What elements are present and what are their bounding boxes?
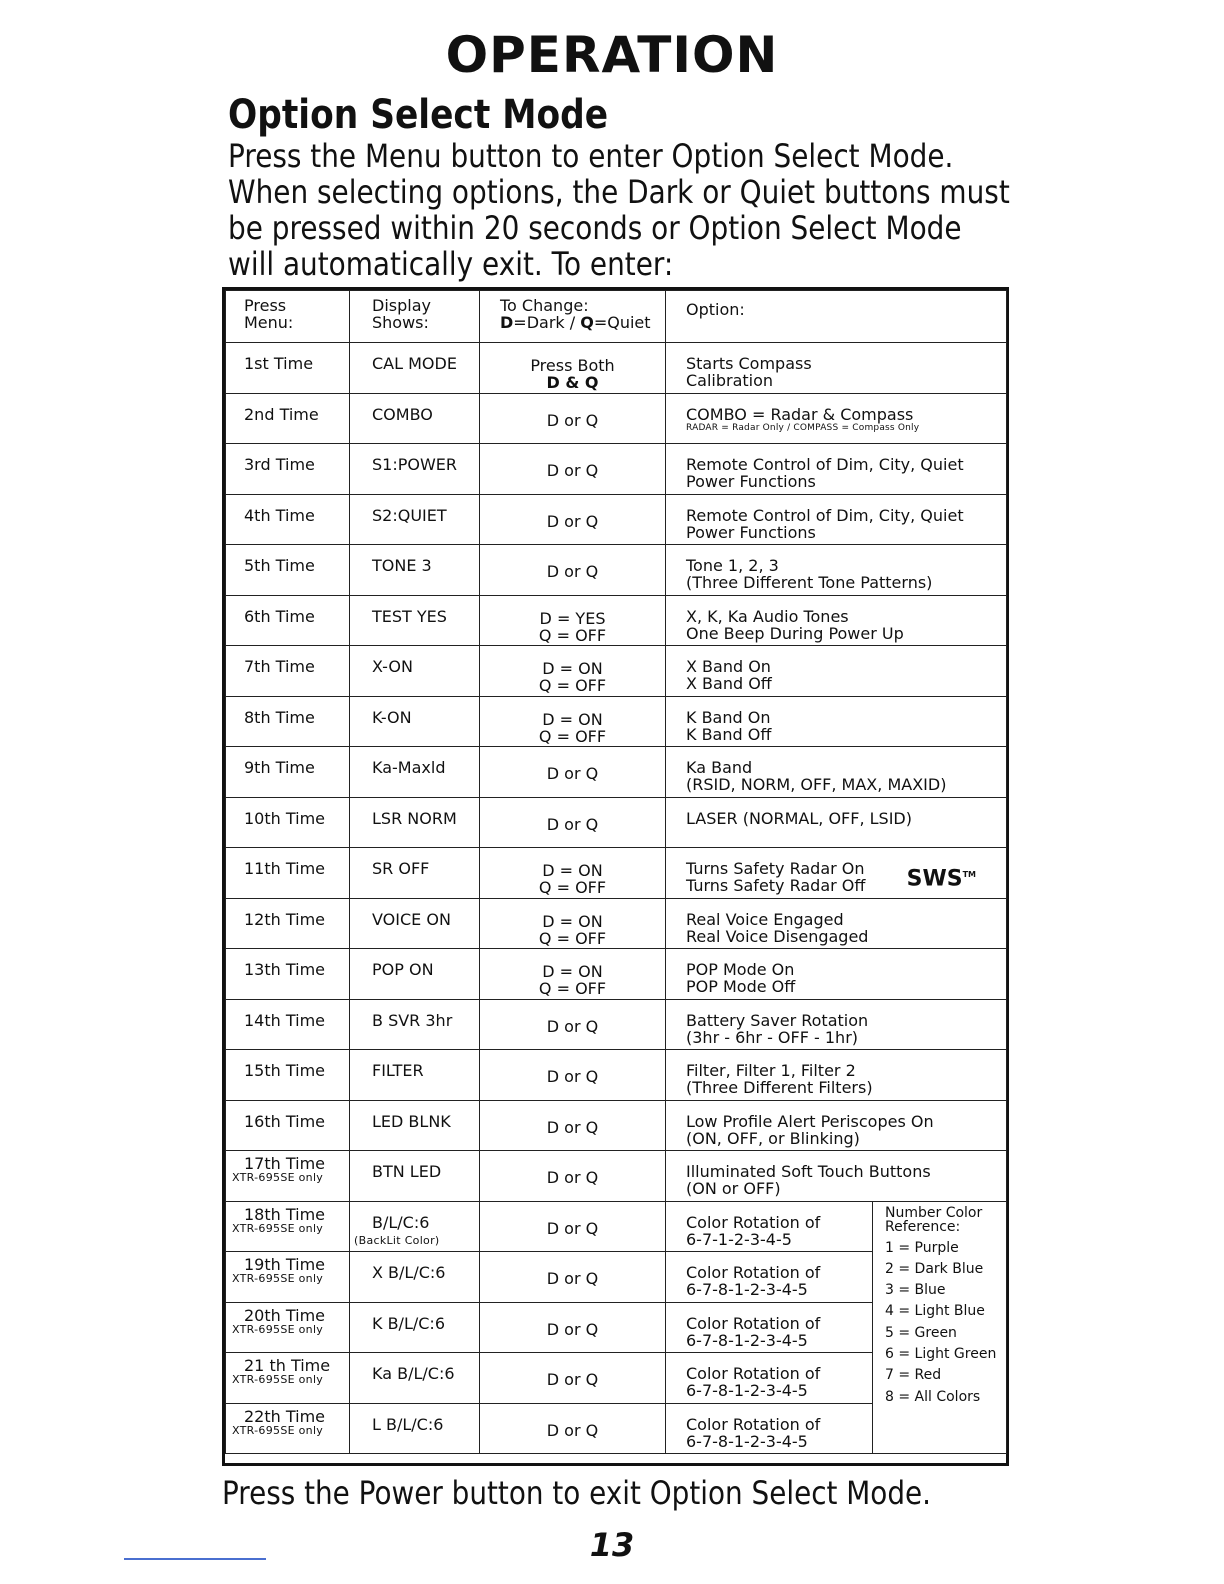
option-line: (ON, OFF, or Blinking) bbox=[686, 1128, 860, 1148]
option-line: Starts Compass bbox=[686, 354, 812, 373]
option-line: K Band Off bbox=[686, 724, 772, 744]
change-line: Q = OFF bbox=[538, 676, 607, 695]
press-time-text: 17th Time bbox=[244, 1154, 326, 1173]
table-row bbox=[226, 949, 1007, 1000]
cell-display-shows bbox=[350, 1050, 480, 1101]
cell-press-time bbox=[226, 444, 350, 495]
change-line: D or Q bbox=[546, 410, 599, 430]
cell-option bbox=[666, 393, 1007, 444]
cell-display-shows bbox=[350, 595, 480, 646]
change-line: Q = OFF bbox=[538, 726, 607, 746]
cell-press-time bbox=[226, 1403, 350, 1454]
page-number: 13 bbox=[589, 1526, 635, 1564]
cell-to-change bbox=[480, 545, 666, 596]
cell-to-change bbox=[480, 595, 666, 646]
change-line: D or Q bbox=[546, 511, 599, 531]
cell-display-shows bbox=[350, 393, 480, 444]
cell-display-shows bbox=[350, 1151, 480, 1202]
cell-press-time bbox=[226, 595, 350, 646]
model-note: XTR-695SE only bbox=[232, 1423, 324, 1437]
table-row bbox=[226, 898, 1007, 949]
press-time-text: 10th Time bbox=[244, 808, 326, 828]
cell-to-change bbox=[480, 999, 666, 1050]
legend-title: Number Color Reference: bbox=[885, 1204, 983, 1235]
option-line: Battery Saver Rotation bbox=[686, 1010, 869, 1030]
cell-option bbox=[666, 898, 1007, 949]
display-text: LSR NORM bbox=[372, 808, 457, 828]
option-line: X Band Off bbox=[686, 674, 772, 693]
cell-to-change bbox=[480, 1151, 666, 1202]
press-time-text: 15th Time bbox=[244, 1061, 326, 1080]
table-row bbox=[226, 444, 1007, 495]
option-line: POP Mode On bbox=[686, 960, 795, 979]
change-line: D or Q bbox=[546, 1269, 599, 1288]
cell-display-shows bbox=[350, 494, 480, 545]
cell-press-time bbox=[226, 848, 350, 899]
option-line: Color Rotation of bbox=[686, 1263, 821, 1282]
header-display-line2: Shows: bbox=[372, 313, 429, 332]
cell-press-time bbox=[226, 494, 350, 545]
cell-option bbox=[666, 1201, 873, 1252]
option-line: (ON or OFF) bbox=[686, 1179, 781, 1198]
option-line: Turns Safety Radar On bbox=[686, 859, 865, 878]
cell-option bbox=[666, 848, 1007, 899]
header-change-d: D bbox=[500, 313, 514, 332]
header-press-menu bbox=[226, 291, 350, 343]
table-row bbox=[226, 696, 1007, 747]
change-line: D or Q bbox=[546, 1218, 599, 1238]
cell-press-time bbox=[226, 1050, 350, 1101]
press-time-text: 16th Time bbox=[244, 1111, 326, 1131]
option-line: 6-7-8-1-2-3-4-5 bbox=[686, 1330, 808, 1350]
header-change-d-text: =Dark / bbox=[513, 313, 581, 332]
change-line: D = ON bbox=[542, 861, 603, 880]
section-title: Option Select Mode bbox=[228, 92, 609, 138]
legend-item: 7 = Red bbox=[885, 1367, 942, 1384]
sws-badge bbox=[906, 866, 977, 892]
page-heading: OPERATION bbox=[445, 26, 779, 84]
press-time-text: 13th Time bbox=[244, 960, 326, 979]
change-line: D or Q bbox=[546, 1168, 599, 1187]
display-text: FILTER bbox=[372, 1061, 424, 1080]
change-line: D = ON bbox=[542, 659, 603, 678]
legend-item: 2 = Dark Blue bbox=[885, 1260, 984, 1277]
option-line: (RSID, NORM, OFF, MAX, MAXID) bbox=[686, 775, 947, 794]
option-line: Ka Band bbox=[686, 758, 753, 777]
cell-display-shows bbox=[350, 1353, 480, 1404]
cell-option bbox=[666, 444, 1007, 495]
cell-to-change bbox=[480, 1100, 666, 1151]
press-time-text: 14th Time bbox=[244, 1010, 326, 1030]
cell-to-change bbox=[480, 1302, 666, 1353]
cell-option bbox=[666, 1302, 873, 1353]
legend-item: 5 = Green bbox=[885, 1324, 957, 1341]
option-table-frame bbox=[222, 287, 1009, 1466]
sws-badge-text: SWS bbox=[906, 866, 963, 892]
cell-to-change bbox=[480, 797, 666, 848]
cell-display-shows bbox=[350, 949, 480, 1000]
option-line: (3hr - 6hr - OFF - 1hr) bbox=[686, 1027, 859, 1047]
cell-display-shows bbox=[350, 444, 480, 495]
cell-option bbox=[666, 1151, 1007, 1202]
cell-display-shows bbox=[350, 1302, 480, 1353]
cell-option bbox=[666, 797, 1007, 848]
cell-to-change bbox=[480, 1252, 666, 1303]
cell-press-time bbox=[226, 999, 350, 1050]
cell-display-shows bbox=[350, 898, 480, 949]
intro-paragraph: Press the Menu button to enter Option Select Mode. When selecting options, the Dark or Quiet buttons must be pressed within 20 seconds or Option Select Mode will automatically exit. To enter: bbox=[228, 137, 1010, 283]
cell-option bbox=[666, 999, 1007, 1050]
option-subnote: RADAR = Radar Only / COMPASS = Compass Only bbox=[686, 422, 920, 433]
cell-to-change bbox=[480, 343, 666, 394]
cell-option bbox=[666, 696, 1007, 747]
header-option bbox=[666, 291, 1007, 343]
legend-item: 1 = Purple bbox=[885, 1239, 959, 1256]
cell-display-shows bbox=[350, 646, 480, 697]
cell-option bbox=[666, 646, 1007, 697]
table-row bbox=[226, 1050, 1007, 1101]
display-text: L B/L/C:6 bbox=[372, 1414, 444, 1434]
cell-to-change bbox=[480, 1201, 666, 1252]
display-text: X-ON bbox=[372, 657, 413, 676]
table-row bbox=[226, 999, 1007, 1050]
press-time-text: 2nd Time bbox=[244, 404, 319, 424]
display-text: X B/L/C:6 bbox=[372, 1263, 446, 1282]
header-change-line1: To Change: bbox=[500, 296, 589, 315]
cell-press-time bbox=[226, 1201, 350, 1252]
change-line: D = ON bbox=[542, 962, 603, 981]
change-line: D or Q bbox=[546, 764, 599, 783]
display-text: S1:POWER bbox=[372, 455, 458, 474]
change-line: D or Q bbox=[546, 562, 599, 581]
change-line: Q = OFF bbox=[538, 878, 607, 897]
table-row bbox=[226, 595, 1007, 646]
change-line: D = ON bbox=[542, 911, 603, 931]
option-line: 6-7-1-2-3-4-5 bbox=[686, 1229, 792, 1249]
change-line: Q = OFF bbox=[538, 928, 607, 948]
cell-display-shows bbox=[350, 545, 480, 596]
model-note: XTR-695SE only bbox=[232, 1171, 324, 1184]
table-row bbox=[226, 545, 1007, 596]
cell-to-change bbox=[480, 747, 666, 798]
cell-press-time bbox=[226, 898, 350, 949]
option-line: Color Rotation of bbox=[686, 1364, 821, 1383]
color-reference-legend bbox=[873, 1201, 1007, 1454]
display-text: LED BLNK bbox=[372, 1111, 451, 1131]
display-text: BTN LED bbox=[372, 1162, 442, 1181]
cell-press-time bbox=[226, 1100, 350, 1151]
display-subtext: (BackLit Color) bbox=[354, 1233, 440, 1247]
cell-display-shows bbox=[350, 343, 480, 394]
change-line: D or Q bbox=[546, 461, 599, 480]
cell-press-time bbox=[226, 1353, 350, 1404]
press-time-text: 1st Time bbox=[244, 354, 314, 373]
press-time-text: 18th Time bbox=[244, 1204, 326, 1224]
cell-option bbox=[666, 343, 1007, 394]
cell-option bbox=[666, 494, 1007, 545]
table-row bbox=[226, 393, 1007, 444]
cell-display-shows bbox=[350, 999, 480, 1050]
display-text: K-ON bbox=[372, 707, 412, 727]
cell-to-change bbox=[480, 1050, 666, 1101]
display-text: VOICE ON bbox=[372, 909, 451, 929]
change-line: D = ON bbox=[542, 709, 603, 729]
option-line: Real Voice Disengaged bbox=[686, 926, 869, 946]
cell-option bbox=[666, 595, 1007, 646]
option-line: Filter, Filter 1, Filter 2 bbox=[686, 1061, 856, 1080]
change-line: D or Q bbox=[546, 1420, 599, 1440]
cell-option bbox=[666, 1050, 1007, 1101]
display-text: S2:QUIET bbox=[372, 505, 447, 525]
display-text: CAL MODE bbox=[372, 354, 457, 373]
option-line: 6-7-8-1-2-3-4-5 bbox=[686, 1280, 808, 1299]
cell-press-time bbox=[226, 1302, 350, 1353]
display-text: Ka B/L/C:6 bbox=[372, 1364, 455, 1383]
legend-item: 6 = Light Green bbox=[885, 1345, 997, 1362]
cell-option bbox=[666, 545, 1007, 596]
cell-option bbox=[666, 949, 1007, 1000]
cell-display-shows bbox=[350, 1100, 480, 1151]
option-line: Power Functions bbox=[686, 472, 816, 491]
cell-to-change bbox=[480, 1353, 666, 1404]
change-line: Press Both bbox=[530, 356, 615, 375]
model-note: XTR-695SE only bbox=[232, 1373, 324, 1386]
cell-display-shows bbox=[350, 696, 480, 747]
option-line: (Three Different Tone Patterns) bbox=[686, 573, 933, 592]
cell-display-shows bbox=[350, 1252, 480, 1303]
option-line: X, K, Ka Audio Tones bbox=[686, 606, 849, 626]
option-line: Illuminated Soft Touch Buttons bbox=[686, 1162, 931, 1181]
cell-option bbox=[666, 747, 1007, 798]
cell-to-change bbox=[480, 949, 666, 1000]
display-text: SR OFF bbox=[372, 859, 430, 878]
table-row bbox=[226, 646, 1007, 697]
cell-press-time bbox=[226, 1151, 350, 1202]
option-line: One Beep During Power Up bbox=[686, 623, 904, 643]
cell-display-shows bbox=[350, 1201, 480, 1252]
cell-display-shows bbox=[350, 1403, 480, 1454]
cell-option bbox=[666, 1353, 873, 1404]
cell-press-time bbox=[226, 949, 350, 1000]
table-row bbox=[226, 848, 1007, 899]
press-time-text: 6th Time bbox=[244, 606, 315, 626]
option-line: Calibration bbox=[686, 371, 774, 390]
table-row bbox=[226, 1201, 1007, 1252]
press-time-text: 19th Time bbox=[244, 1255, 326, 1274]
table-row bbox=[226, 1100, 1007, 1151]
press-time-text: 4th Time bbox=[244, 505, 315, 525]
cell-press-time bbox=[226, 393, 350, 444]
option-line: Low Profile Alert Periscopes On bbox=[686, 1111, 934, 1131]
cell-option bbox=[666, 1100, 1007, 1151]
option-line: Power Functions bbox=[686, 522, 816, 542]
cell-to-change bbox=[480, 494, 666, 545]
header-option-label: Option: bbox=[686, 300, 745, 319]
option-line: Remote Control of Dim, City, Quiet bbox=[686, 455, 964, 474]
change-line: D or Q bbox=[546, 1016, 599, 1036]
option-line: Tone 1, 2, 3 bbox=[686, 556, 779, 575]
option-line: Color Rotation of bbox=[686, 1212, 821, 1232]
legend-item: 4 = Light Blue bbox=[885, 1303, 985, 1320]
press-time-text: 21 th Time bbox=[244, 1356, 331, 1375]
cell-to-change bbox=[480, 848, 666, 899]
option-line: Remote Control of Dim, City, Quiet bbox=[686, 505, 964, 525]
change-line: D or Q bbox=[546, 1319, 599, 1339]
press-time-text: 22th Time bbox=[244, 1406, 326, 1426]
cell-option bbox=[666, 1403, 873, 1454]
option-line: Color Rotation of bbox=[686, 1414, 821, 1434]
cell-press-time bbox=[226, 747, 350, 798]
cell-to-change bbox=[480, 444, 666, 495]
cell-press-time bbox=[226, 797, 350, 848]
display-text: K B/L/C:6 bbox=[372, 1313, 445, 1333]
change-line: Q = OFF bbox=[538, 979, 607, 998]
change-line: D or Q bbox=[546, 1370, 599, 1389]
header-press-line1: Press bbox=[244, 296, 287, 315]
model-note: XTR-695SE only bbox=[232, 1221, 324, 1235]
cell-press-time bbox=[226, 343, 350, 394]
change-line: D = YES bbox=[539, 608, 606, 628]
header-change-q-text: =Quiet bbox=[593, 313, 651, 332]
bottom-rule bbox=[124, 1558, 266, 1560]
header-display-shows bbox=[350, 291, 480, 343]
change-line: D or Q bbox=[546, 1067, 599, 1086]
cell-to-change bbox=[480, 1403, 666, 1454]
change-line: D or Q bbox=[546, 1117, 599, 1137]
table-header-row bbox=[226, 291, 1007, 343]
press-time-text: 11th Time bbox=[244, 859, 326, 878]
display-text: B SVR 3hr bbox=[372, 1010, 453, 1030]
option-line: K Band On bbox=[686, 707, 771, 727]
cell-display-shows bbox=[350, 747, 480, 798]
change-line: Q = OFF bbox=[538, 625, 607, 645]
header-display-line1: Display bbox=[372, 296, 431, 315]
press-time-text: 7th Time bbox=[244, 657, 315, 676]
trademark-mark: TM bbox=[962, 870, 977, 879]
model-note: XTR-695SE only bbox=[232, 1322, 324, 1336]
option-select-table bbox=[225, 290, 1007, 1454]
cell-press-time bbox=[226, 696, 350, 747]
table-row bbox=[226, 343, 1007, 394]
display-text: TEST YES bbox=[372, 606, 447, 626]
press-time-text: 12th Time bbox=[244, 909, 326, 929]
header-change-q: Q bbox=[580, 313, 594, 332]
cell-option bbox=[666, 1252, 873, 1303]
cell-to-change bbox=[480, 898, 666, 949]
option-line: (Three Different Filters) bbox=[686, 1078, 873, 1097]
display-text: B/L/C:6 bbox=[372, 1212, 430, 1232]
option-line: POP Mode Off bbox=[686, 977, 796, 996]
exit-instruction: Press the Power button to exit Option Select Mode. bbox=[222, 1474, 931, 1512]
option-line: Real Voice Engaged bbox=[686, 909, 844, 929]
option-line: Turns Safety Radar Off bbox=[686, 876, 866, 895]
change-line: D or Q bbox=[546, 814, 599, 834]
table-row bbox=[226, 1151, 1007, 1202]
header-press-line2: Menu: bbox=[244, 313, 294, 332]
press-time-text: 8th Time bbox=[244, 707, 315, 727]
press-time-text: 20th Time bbox=[244, 1305, 326, 1325]
cell-display-shows bbox=[350, 848, 480, 899]
legend-item: 8 = All Colors bbox=[885, 1388, 981, 1405]
table-row bbox=[226, 797, 1007, 848]
display-text: COMBO bbox=[372, 404, 433, 424]
cell-to-change bbox=[480, 646, 666, 697]
display-text: Ka-Maxld bbox=[372, 758, 446, 777]
press-time-text: 3rd Time bbox=[244, 455, 315, 474]
cell-display-shows bbox=[350, 797, 480, 848]
table-row bbox=[226, 494, 1007, 545]
option-line: 6-7-8-1-2-3-4-5 bbox=[686, 1431, 808, 1451]
header-to-change bbox=[480, 291, 666, 343]
option-line: 6-7-8-1-2-3-4-5 bbox=[686, 1381, 808, 1400]
option-line: Color Rotation of bbox=[686, 1313, 821, 1333]
cell-press-time bbox=[226, 1252, 350, 1303]
option-line: COMBO = Radar & Compass bbox=[686, 404, 914, 424]
table-row bbox=[226, 747, 1007, 798]
cell-press-time bbox=[226, 646, 350, 697]
option-line: X Band On bbox=[686, 657, 771, 676]
cell-press-time bbox=[226, 545, 350, 596]
option-line: LASER (NORMAL, OFF, LSID) bbox=[686, 808, 912, 828]
display-text: TONE 3 bbox=[372, 556, 432, 575]
legend-item: 3 = Blue bbox=[885, 1282, 946, 1299]
cell-to-change bbox=[480, 696, 666, 747]
display-text: POP ON bbox=[372, 960, 434, 979]
model-note: XTR-695SE only bbox=[232, 1272, 324, 1285]
change-line: D & Q bbox=[546, 373, 599, 392]
cell-to-change bbox=[480, 393, 666, 444]
press-time-text: 9th Time bbox=[244, 758, 315, 777]
press-time-text: 5th Time bbox=[244, 556, 315, 575]
